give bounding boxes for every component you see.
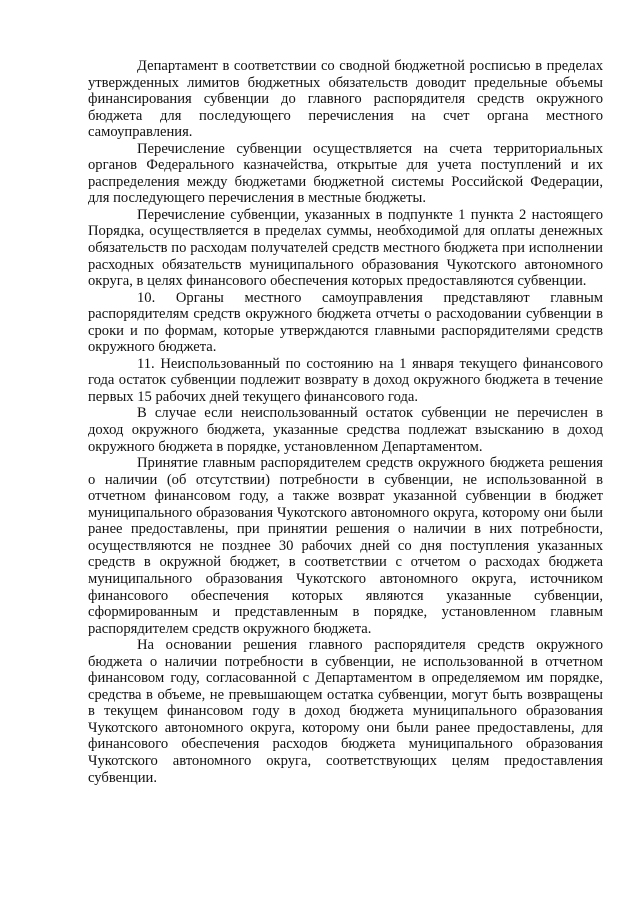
document-page [88, 58, 603, 786]
paragraph-item-10-reports: 10. Органы местного самоуправления представляют главным распорядителям средств окружного бюджета отчеты о расходовании субвенции в сроки и по формам, которые утверждаются главными распорядителями средств окружного бюджета. [88, 289, 603, 356]
paragraph-return-funds: На основании решения главного распорядителя средств окружного бюджета о наличии потребности в субвенции, не использованной в отчетном финансовом году, согласованной с Департаментом в определяемом им порядке, средства в объеме, не превышающем остатка субвенции, могут быть возвращены в текущем финансовом году в доход бюджета муниципального образования Чукотского автономного округа, которому они были ранее предоставлены, для финансового обеспечения расходов бюджета муниципального образования Чукотского автономного округа, соответствующих целям предоставления субвенции. [88, 637, 603, 786]
paragraph-treasury-accounts: Перечисление субвенции осуществляется на счета территориальных органов Федерального казначейства, открытые для учета поступлений и их распределения между бюджетами бюджетной системы Российской Федерации, для последующего перечисления в местные бюджеты. [88, 140, 603, 207]
paragraph-need-decision: Принятие главным распорядителем средств окружного бюджета решения о наличии (об отсутствии) потребности в субвенции, не использованной в отчетном финансовом году, а также возврат указанной субвенции в бюджет муниципального образования Чукотского автономного округа, которому они были ранее предоставлены, при принятии решения о наличии в них потребности, осуществляются не позднее 30 рабочих дней со дня поступления указанных средств в окружной бюджет, в соответствии с отчетом о расходах бюджета муниципального образования Чукотского автономного округа, источником финансового обеспечения которых являются указанные субвенции, сформированным и представленным в порядке, установленном главным распорядителем средств окружного бюджета. [88, 455, 603, 637]
paragraph-budget-limits: Департамент в соответствии со сводной бюджетной росписью в пределах утвержденных лимитов бюджетных обязательств доводит предельные объемы финансирования субвенции до главного распорядителя средств окружного бюджета для последующего перечисления на счет органа местного самоуправления. [88, 58, 603, 141]
paragraph-recovery: В случае если неиспользованный остаток субвенции не перечислен в доход окружного бюджета, указанные средства подлежат взысканию в доход окружного бюджета в порядке, установленном Департаментом. [88, 405, 603, 455]
paragraph-transfer-limits: Перечисление субвенции, указанных в подпункте 1 пункта 2 настоящего Порядка, осуществляется в пределах суммы, необходимой для оплаты денежных обязательств по расходам получателей средств местного бюджета при исполнении расходных обязательств муниципального образования Чукотского автономного округа, в целях финансового обеспечения которых предоставляются субвенции. [88, 206, 603, 290]
paragraph-item-11-unused-balance: 11. Неиспользованный по состоянию на 1 января текущего финансового года остаток субвенции подлежит возврату в доход окружного бюджета в течение первых 15 рабочих дней текущего финансового года. [88, 355, 603, 405]
